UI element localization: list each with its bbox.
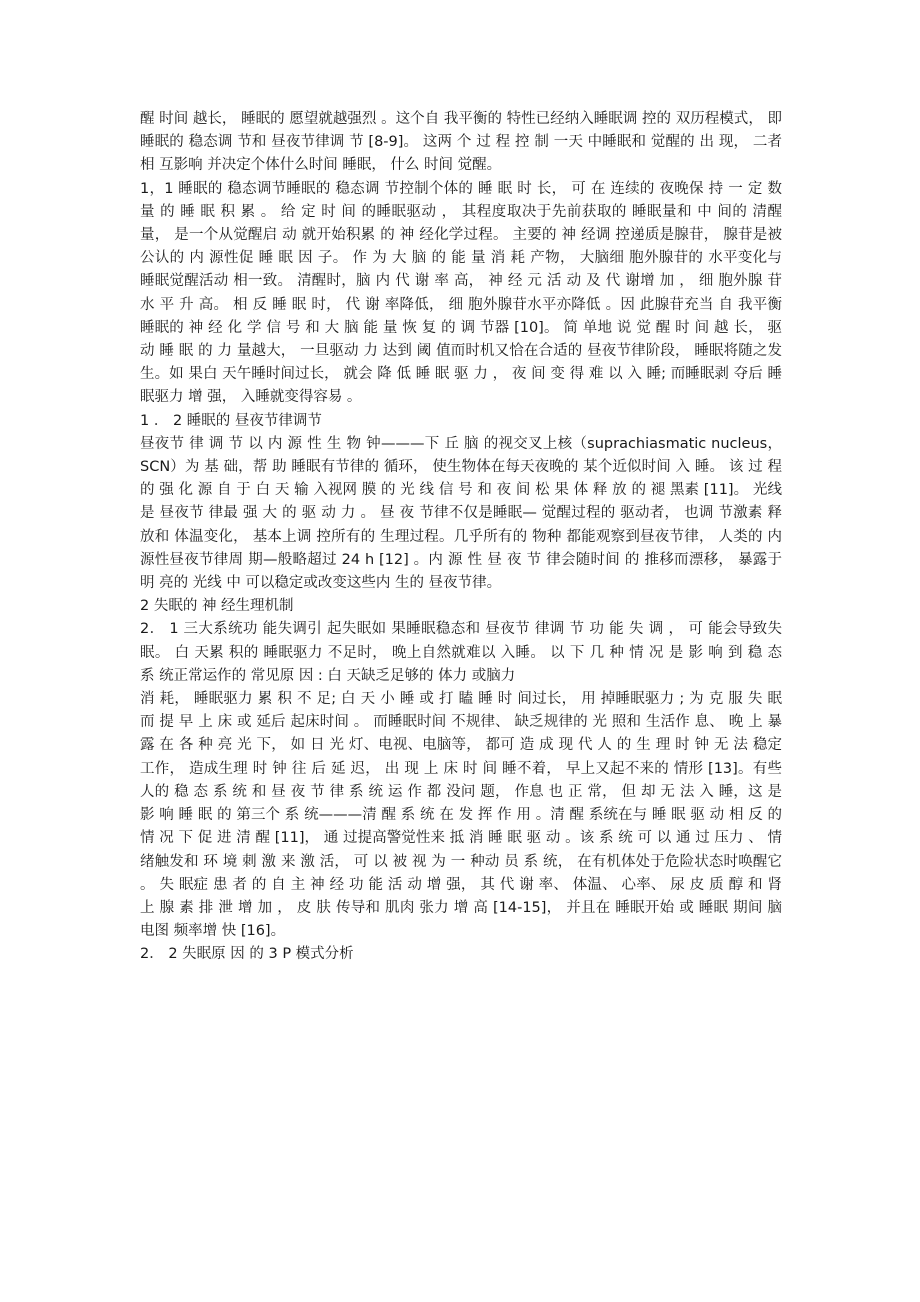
paragraph-homeostatic-regulation: 1，1 睡眠的 稳态调节睡眠的 稳态调 节控制个体的 睡 眠 时 长， 可 在 连续的 夜晚保 持 一 定 数 量 的 睡 眠 积 累 。 给 定 时 间 的睡眠驱动 ， 其程度取决于先前获取的 睡眠量和 中 间的 清醒量， 是一个从觉醒启 动 就开始积累 的 神 经化学过程。 主要的 神 经调 控递质是腺苷， 腺苷是被公认的 内 源性促 睡 眠 因 子。 作 为 大 脑 的 能 量 消 耗 产物， 大脑细 胞外腺苷的 水平变化与 睡眠觉醒活动 相一致。 清醒时，脑 内 代 谢 率 高， 神 经 元 活 动 及 代 谢增 加 ， 细 胞外腺 苷 水 平 升 高。 相 反 睡 眠 时， 代 谢 率降低， 细 胞外腺苷水平亦降低 。因 此腺苷充当 自 我平衡睡眠的 神 经 化 学 信 号 和 大 脑 能 量 恢 复 的 调 节器 [10]。 简 单地 说 觉 醒 时 间 越 长， 驱 动 睡 眠 的 力 量越大， 一旦驱动 力 达到 阈 值而时机又恰在合适的 昼夜节律阶段， 睡眠将随之发生。如 果白 天午睡时间过长， 就会 降 低 睡 眠 驱 力 ， 夜 间 变 得 难 以 入 睡; 而睡眠剥 夺后 睡眠驱力 增 强， 入睡就变得容易 。 (140, 180, 782, 406)
section-heading-circadian: 1 ． 2 睡眠的 昼夜节律调节 (140, 412, 322, 429)
paragraph-intro: 醒 时间 越长， 睡眠的 愿望就越强烈 。这个自 我平衡的 特性已经纳入睡眠调 控的 双历程模式， 即 睡眠的 稳态调 节和 昼夜节律调 节 [8-9]。 这两 个 过 程 控 制 一天 中睡眠和 觉醒的 出 现， 二者相 互影响 并决定个体什么时间 睡眠， 什么 时间 觉醒。 (140, 111, 782, 174)
paragraph-circadian-regulation: 昼夜节 律 调 节 以 内 源 性 生 物 钟———下 丘 脑 的视交叉上核（suprachiasmatic nucleus， SCN）为 基 础，帮 助 睡眠有节律的 循环， 使生物体在每天夜晚的 某个近似时间 入 睡。 该 过 程 的 强 化 源 自 于 白 天 输 入视网 膜 的 光 线 信 号 和 夜 间 松 果 体 释 放 的 褪 黑素 [11]。 光线 是 昼夜节 律最 强 大 的 驱 动 力 。 昼 夜 节律不仅是睡眠— 觉醒过程的 驱动者， 也调 节激素 释放和 体温变化， 基本上调 控所有的 生理过程。几乎所有的 物种 都能观察到昼夜节律， 人类的 内 源性昼夜节律周 期—般略超过 24 h [12] 。内 源 性 昼 夜 节 律会随时间 的 推移而漂移， 暴露于明 亮的 光线 中 可以稳定或改变这些内 生的 昼夜节律。 (140, 435, 782, 592)
section-heading-3p-model: 2． 2 失眠原 因 的 3 P 模式分析 (140, 946, 354, 963)
paragraph-three-systems: 2． 1 三大系统功 能失调引 起失眠如 果睡眠稳态和 昼夜节 律调 节 功 能 失 调 ， 可 能会导致失眠。 白 天累 积的 睡眠驱力 不足时， 晚上自然就难以 入睡。 以 下 几 种 情 况 是 影 响 到 稳 态 系 统正常运作的 常见原 因 : 白 天缺乏足够的 体力 或脑力 (140, 621, 782, 684)
paragraph-arousal-system: 消 耗， 睡眠驱力 累 积 不 足; 白 天 小 睡 或 打 瞌 睡 时 间过长， 用 掉睡眠驱力 ; 为 克 服 失 眠 而 提 早 上 床 或 延后 起床时间 。 而睡眠时间 不规律、 缺乏规律的 光 照和 生活作 息、 晚 上 暴 露 在 各 种 亮 光 下， 如 日 光 灯、电视、电脑等， 都可 造 成 现 代 人 的 生 理 时 钟 无 法 稳定工作， 造成生理 时 钟 往 后 延 迟， 出 现 上 床 时 间 睡不着， 早上又起不来的 情形 [13]。有些人的 稳 态 系 统 和 昼 夜 节 律 系 统 运 作 都 没问 题， 作息 也 正 常， 但 却 无 法 入 睡，这 是 影 响 睡 眠 的 第三个 系 统———清 醒 系 统 在 发 挥 作 用 。清 醒 系统在与 睡 眠 驱 动 相 反 的 情 况 下 促 进 清 醒 [11]， 通 过提高警觉性来 抵 消 睡 眠 驱 动 。该 系 统 可 以 通 过 压力 、 情绪触发和 环 境 刺 激 来 激 活， 可 以 被 视 为 一 种动 员 系 统， 在有机体处于危险状态时唤醒它 。 失 眠症 患 者 的 自 主 神 经 功 能 活 动 增 强， 其 代 谢 率、 体温、 心率、 尿 皮 质 醇 和 肾 上 腺 素 排 泄 增 加 ， 皮 肤 传导和 肌肉 张力 增 高 [14-15]， 并且在 睡眠开始 或 睡眠 期间 脑电图 频率增 快 [16]。 (140, 691, 782, 940)
section-heading-neurophysiology: 2 失眠的 神 经生理机制 (140, 598, 294, 615)
